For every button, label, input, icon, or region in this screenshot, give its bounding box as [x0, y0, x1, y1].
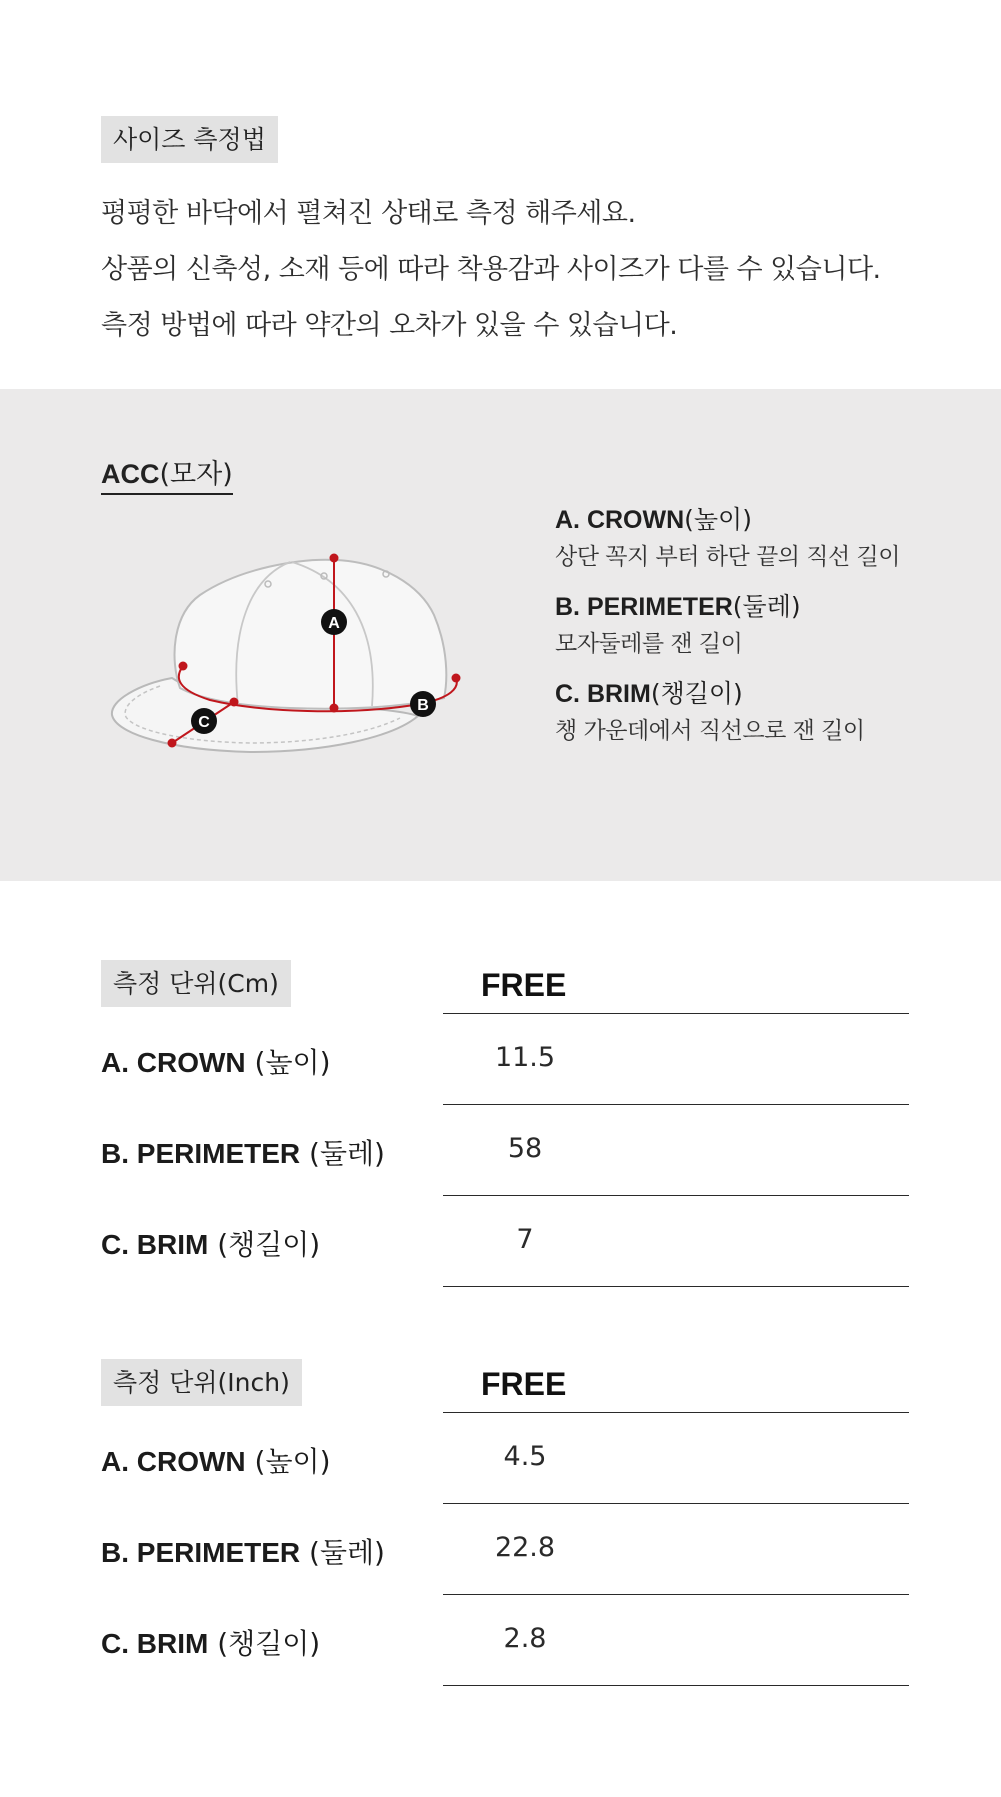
table-divider [443, 1104, 909, 1105]
table-divider [443, 1286, 909, 1287]
unit-label-cm: 측정 단위(Cm) [101, 960, 291, 1007]
row-label-crown: A. CROWN (높이) [101, 1046, 331, 1079]
size-header-free: FREE [481, 967, 567, 1003]
measure-point [330, 704, 339, 713]
row-label-perimeter: B. PERIMETER (둘레) [101, 1137, 385, 1170]
acc-title: ACC(모자) [101, 452, 233, 495]
measure-point [452, 674, 461, 683]
row-value-brim: 2.8 [503, 1623, 547, 1654]
table-divider [443, 1195, 909, 1196]
table-divider [443, 1503, 909, 1504]
table-divider [443, 1594, 909, 1595]
measure-point [179, 662, 188, 671]
size-table-cm [0, 960, 1001, 1290]
svg-text:C: C [198, 714, 210, 731]
table-divider [443, 1013, 909, 1014]
row-label-brim: C. BRIM (챙길이) [101, 1228, 321, 1261]
hat-crown [175, 560, 447, 709]
row-value-crown: 11.5 [494, 1042, 556, 1073]
row-value-brim: 7 [516, 1224, 534, 1255]
legend-item-crown: A. CROWN(높이) 상단 꼭지 부터 하단 끝의 직선 길이 [555, 505, 900, 570]
measure-point [230, 698, 239, 707]
hat-diagram [100, 540, 480, 770]
legend-item-brim: C. BRIM(챙길이) 챙 가운데에서 직선으로 잰 길이 [555, 679, 865, 744]
marker-c [191, 708, 217, 734]
size-table-inch [0, 1359, 1001, 1689]
howto-note: 상품의 신축성, 소재 등에 따라 착용감과 사이즈가 다를 수 있습니다. [101, 254, 881, 285]
size-header-free: FREE [481, 1366, 567, 1402]
measure-point [330, 554, 339, 563]
table-divider [443, 1412, 909, 1413]
svg-text:B: B [417, 697, 429, 714]
howto-note: 평평한 바닥에서 펼쳐진 상태로 측정 해주세요. [101, 198, 636, 229]
measure-legend [555, 500, 900, 761]
row-label-crown: A. CROWN (높이) [101, 1445, 331, 1478]
row-label-brim: C. BRIM (챙길이) [101, 1627, 321, 1660]
howto-title: 사이즈 측정법 [101, 116, 278, 163]
row-value-perimeter: 22.8 [494, 1532, 556, 1563]
legend-item-perimeter: B. PERIMETER(둘레) 모자둘레를 잰 길이 [555, 592, 801, 657]
howto-note: 측정 방법에 따라 약간의 오차가 있을 수 있습니다. [101, 310, 678, 341]
unit-label-inch: 측정 단위(Inch) [101, 1359, 302, 1406]
table-divider [443, 1685, 909, 1686]
marker-a [321, 609, 347, 635]
row-label-perimeter: B. PERIMETER (둘레) [101, 1536, 385, 1569]
svg-text:A: A [328, 615, 340, 632]
marker-b [410, 691, 436, 717]
row-value-crown: 4.5 [503, 1441, 547, 1472]
measure-point [168, 739, 177, 748]
row-value-perimeter: 58 [507, 1133, 543, 1164]
howto-notes [101, 186, 881, 354]
